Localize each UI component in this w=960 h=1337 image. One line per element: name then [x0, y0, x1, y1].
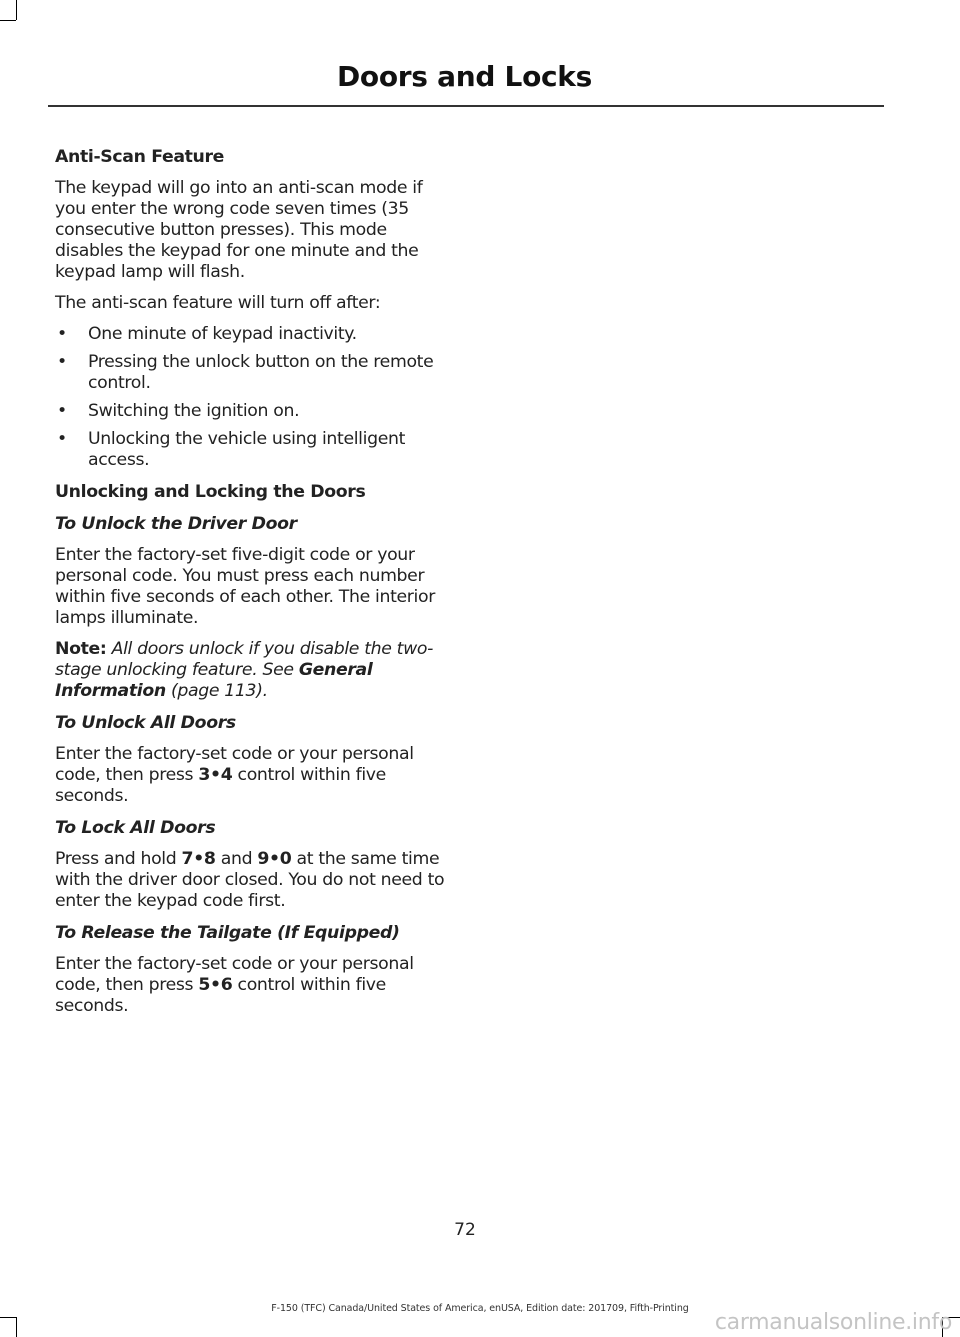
crop-mark: [0, 1317, 16, 1318]
section-heading-anti-scan: Anti-Scan Feature: [55, 147, 225, 167]
lock-all-text: Press and hold: [55, 849, 182, 869]
list-item-text: Pressing the unlock button on the remote control.: [88, 352, 434, 393]
subheading-release-tailgate: To Release the Tailgate (If Equipped): [55, 923, 400, 943]
page-title: Doors and Locks: [336, 60, 592, 93]
bullet-icon: •: [57, 429, 67, 449]
turn-off-list: [55, 324, 455, 471]
note-label: Note:: [55, 639, 107, 659]
list-item-text: Switching the ignition on.: [88, 401, 300, 421]
list-item: [55, 352, 455, 394]
header-divider: [48, 105, 884, 107]
lock-all-text-mid: and: [215, 849, 258, 869]
note-page-ref: (page 113).: [165, 681, 268, 701]
list-item: [55, 429, 455, 471]
unlock-all-text-end: control within five seconds.: [55, 765, 386, 806]
crop-mark: [16, 1317, 17, 1337]
section-heading-unlocking-locking: Unlocking and Locking the Doors: [55, 482, 366, 502]
subheading-unlock-all-doors: To Unlock All Doors: [55, 713, 236, 733]
tailgate-text: Enter the factory-set code or your personal code, then press: [55, 954, 414, 995]
general-information-link[interactable]: General Information: [55, 660, 373, 701]
list-item-text: One minute of keypad inactivity.: [88, 324, 357, 344]
key-label-9-0: 9•0: [257, 849, 292, 869]
subheading-unlock-driver-door: To Unlock the Driver Door: [55, 514, 297, 534]
bullet-icon: •: [57, 401, 67, 421]
list-item: [55, 324, 455, 345]
crop-mark: [0, 20, 16, 21]
turn-off-intro: The anti-scan feature will turn off after:: [55, 293, 381, 313]
tailgate-text-end: control within five seconds.: [55, 975, 386, 1016]
note-text: All doors unlock if you disable the two-stage unlocking feature. See: [55, 639, 434, 680]
unlock-all-paragraph: [55, 744, 455, 807]
driver-door-paragraph: Enter the factory-set five-digit code or your personal code. You must press each number within five seconds of each other. The interior lamps illuminate.: [55, 545, 435, 628]
watermark: carmanualsonline.info: [714, 1310, 952, 1335]
edition-footer: F-150 (TFC) Canada/United States of America, enUSA, Edition date: 201709, Fifth-Printing: [271, 1303, 689, 1314]
key-label-3-4: 3•4: [198, 765, 233, 785]
key-label-7-8: 7•8: [181, 849, 216, 869]
tailgate-paragraph: [55, 954, 455, 1017]
anti-scan-paragraph: The keypad will go into an anti-scan mode if you enter the wrong code seven times (35 consecutive button presses). This mode disables the keypad for one minute and the keypad lamp will flash.: [55, 178, 423, 282]
bullet-icon: •: [57, 324, 67, 344]
list-item-text: Unlocking the vehicle using intelligent access.: [88, 429, 406, 470]
note-paragraph: [55, 639, 455, 702]
unlock-all-text: Enter the factory-set code or your personal code, then press: [55, 744, 414, 785]
bullet-icon: •: [57, 352, 67, 372]
page-number: 72: [454, 1220, 476, 1240]
lock-all-paragraph: [55, 849, 455, 912]
subheading-lock-all-doors: To Lock All Doors: [55, 818, 216, 838]
list-item: [55, 401, 455, 422]
key-label-5-6: 5•6: [198, 975, 233, 995]
lock-all-text-end: at the same time with the driver door closed. You do not need to enter the keypad code first.: [55, 849, 445, 911]
crop-mark: [16, 0, 17, 20]
content-column: [55, 146, 455, 1027]
